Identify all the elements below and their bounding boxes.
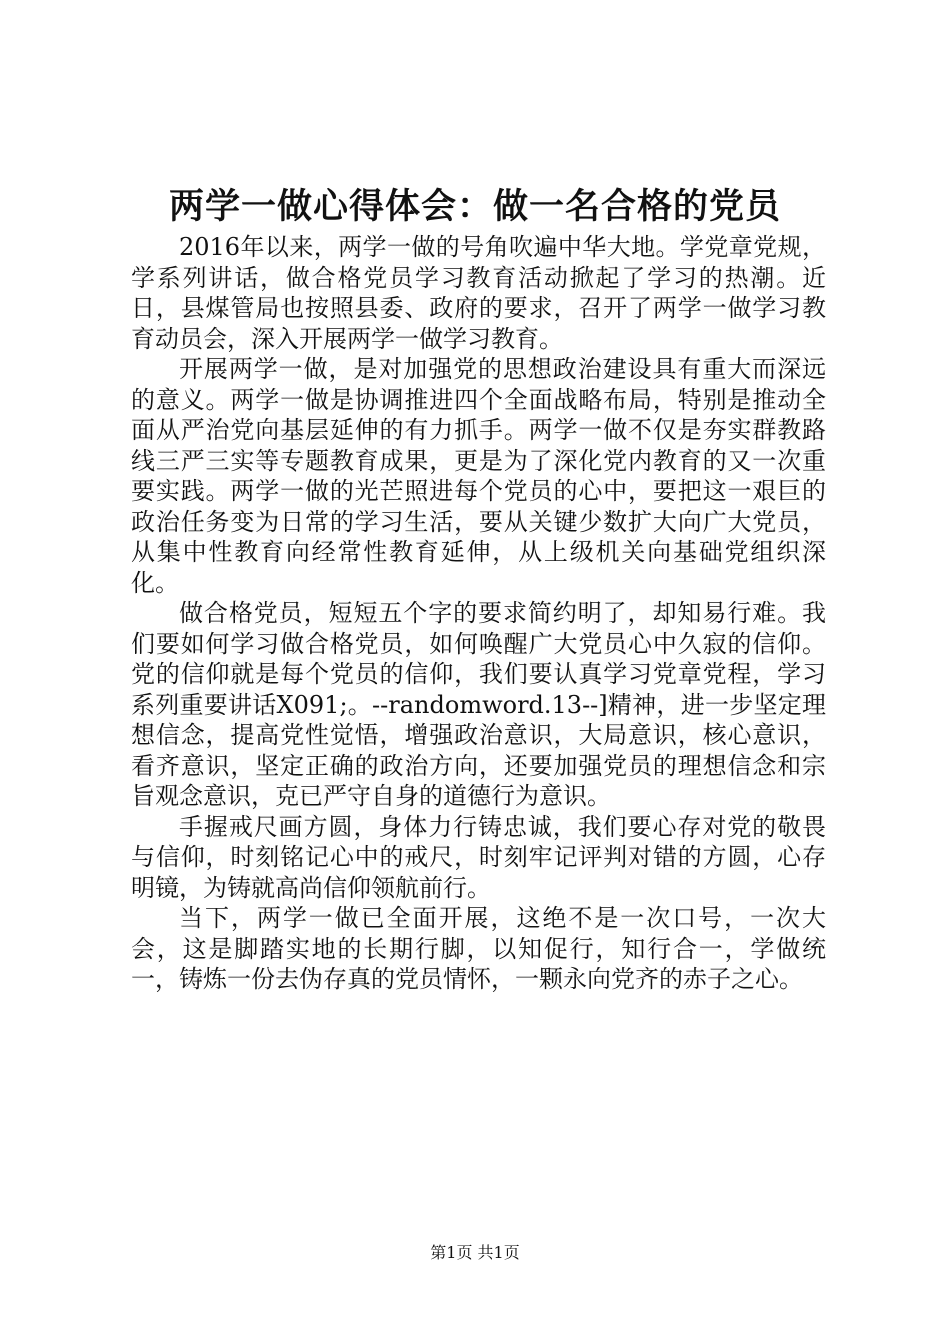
document-title: 两学一做心得体会：做一名合格的党员: [168, 186, 781, 227]
paragraph-3: 做合格党员，短短五个字的要求简约明了，却知易行难。我们要如何学习做合格党员，如何唤醒广大党员心中久寂的信仰。党的信仰就是每个党员的信仰，我们要认真学习党章党程，学习系列重要讲话X091;。--randomword.13--]精神，进一步坚定理想信念，提高党性觉悟，增强政治意识，大局意识，核心意识，看齐意识，坚定正确的政治方向，还要加强党员的理想信念和宗旨观念意识，克已严守自身的道德行为意识。: [131, 599, 826, 810]
document-body: [131, 232, 826, 995]
paragraph-2: 开展两学一做，是对加强党的思想政治建设具有重大而深远的意义。两学一做是协调推进四个全面战略布局，特别是推动全面从严治党向基层延伸的有力抓手。两学一做不仅是夯实群教路线三严三实等专题教育成果，更是为了深化党内教育的又一次重要实践。两学一做的光芒照进每个党员的心中，要把这一艰巨的政治任务变为日常的学习生活，要从关键少数扩大向广大党员，从集中性教育向经常性教育延伸，从上级机关向基础党组织深化。: [131, 355, 826, 597]
page-footer: 第1页 共1页: [430, 1243, 520, 1262]
paragraph-1: 2016年以来，两学一做的号角吹遍中华大地。学党章党规，学系列讲话，做合格党员学习教育活动掀起了学习的热潮。近日，县煤管局也按照县委、政府的要求，召开了两学一做学习教育动员会，深入开展两学一做学习教育。: [131, 233, 826, 353]
paragraph-5: 当下，两学一做已全面开展，这绝不是一次口号，一次大会，这是脚踏实地的长期行脚，以知促行，知行合一，学做统一，铸炼一份去伪存真的党员情怀，一颗永向党齐的赤子之心。: [131, 904, 826, 993]
paragraph-4: 手握戒尺画方圆，身体力行铸忠诚，我们要心存对党的敬畏与信仰，时刻铭记心中的戒尺，时刻牢记评判对错的方圆，心存明镜，为铸就高尚信仰领航前行。: [131, 812, 826, 902]
